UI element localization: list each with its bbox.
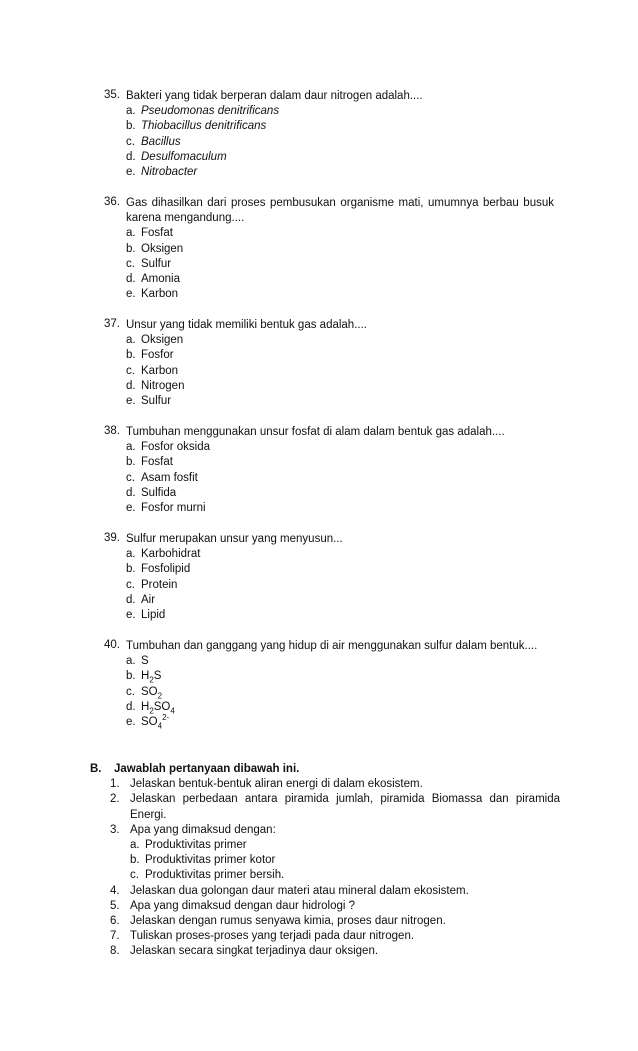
option-text: Protein: [141, 578, 178, 591]
question-number: 40.: [104, 639, 120, 651]
essay-question-5: 5. Apa yang dimaksud dengan daur hidrologi ?: [110, 899, 356, 912]
essay-question-6: 6. Jelaskan dengan rumus senyawa kimia, proses daur nitrogen.: [110, 914, 446, 927]
section-b: [90, 762, 560, 960]
option-c: c. Karbon: [126, 364, 179, 377]
question-text: Sulfur merupakan unsur yang menyusun...: [126, 533, 343, 545]
option-c: c. Asam fosfit: [126, 471, 198, 484]
option-text: Sulfur: [141, 394, 172, 407]
option-b: b. Fosfor: [126, 349, 174, 362]
option-list: [126, 333, 554, 409]
question-text: Bakteri yang tidak berperan dalam daur nitrogen adalah....: [126, 90, 423, 102]
option-text: Nitrogen: [141, 379, 185, 392]
question-39: [104, 532, 554, 623]
question-text: Tumbuhan menggunakan unsur fosfat di alam dalam bentuk gas adalah....: [126, 426, 505, 438]
option-d: d. Amonia: [126, 272, 180, 285]
option-b: b. Thiobacillus denitrificans: [126, 120, 267, 133]
option-text: S: [141, 655, 149, 668]
option-text: Fosfat: [141, 227, 173, 240]
essay-question-3-subitems: [130, 838, 560, 884]
option-b: b. Fosfolipid: [126, 563, 191, 576]
option-b: b. Fosfat: [126, 456, 173, 469]
question-40: [104, 639, 554, 730]
option-c: c. $SO_2$: [126, 685, 163, 700]
option-e: e. Nitrobacter: [126, 165, 198, 178]
question-number: 38.: [104, 425, 120, 437]
option-text: Fosfor murni: [141, 501, 206, 514]
option-a: a. Pseudomonas denitrificans: [126, 105, 280, 118]
subitem-c: c. Produktivitas primer bersih.: [130, 869, 285, 882]
subitem-a: a. Produktivitas primer: [130, 839, 247, 852]
option-text: Desulfomaculum: [141, 150, 227, 163]
option-d: d. Sulfida: [126, 486, 177, 499]
question-number: 35.: [104, 89, 120, 101]
option-text: $SO_2$: [141, 685, 163, 700]
option-c: c. Bacillus: [126, 135, 181, 148]
option-text: Nitrobacter: [141, 165, 198, 178]
option-a: a. S: [126, 655, 149, 668]
essay-question-7: 7. Tuliskan proses-proses yang terjadi pada daur nitrogen.: [110, 930, 415, 943]
essay-question-2: 2. Jelaskan perbedaan antara piramida jumlah, piramida Biomassa dan piramida Energi.: [110, 793, 560, 821]
option-d: d. Desulfomaculum: [126, 150, 227, 163]
option-list: [126, 547, 554, 623]
option-text: Lipid: [141, 608, 166, 621]
option-text: Karbon: [141, 288, 179, 301]
option-text: Pseudomonas denitrificans: [141, 105, 280, 118]
option-list: [126, 104, 554, 180]
option-text: $H_2S$: [141, 670, 162, 685]
option-text: Fosfat: [141, 456, 173, 469]
option-text: Karbon: [141, 364, 179, 377]
option-text: Fosfor oksida: [141, 441, 211, 454]
option-text: Sulfida: [141, 486, 177, 499]
essay-question-3: 3. Apa yang dimaksud dengan:: [110, 823, 276, 836]
essay-question-8: 8. Jelaskan secara singkat terjadinya daur oksigen.: [110, 945, 379, 958]
option-text: Karbohidrat: [141, 548, 201, 561]
option-text: Fosfolipid: [141, 563, 191, 576]
option-c: c. Protein: [126, 578, 178, 591]
option-d: d. Nitrogen: [126, 379, 185, 392]
option-list: [126, 654, 554, 730]
question-text: Unsur yang tidak memiliki bentuk gas adalah....: [126, 319, 367, 331]
question-number: 39.: [104, 532, 120, 544]
option-list: [126, 440, 554, 516]
option-a: a. Karbohidrat: [126, 548, 201, 561]
option-text: $SO_4^{2-}$: [141, 713, 170, 731]
option-text: Air: [141, 593, 156, 606]
option-text: Bacillus: [141, 135, 181, 148]
option-list: [126, 226, 554, 302]
subitem-b: b. Produktivitas primer kotor: [130, 854, 276, 867]
question-text: Gas dihasilkan dari proses pembusukan organisme mati, umumnya berbau busuk karena mengandung....: [126, 197, 554, 225]
essay-question-1: 1. Jelaskan bentuk-bentuk aliran energi di dalam ekosistem.: [110, 778, 423, 791]
question-text: Tumbuhan dan ganggang yang hidup di air menggunakan sulfur dalam bentuk....: [126, 640, 538, 652]
option-a: a. Fosfat: [126, 227, 173, 240]
option-e: e. Karbon: [126, 288, 179, 301]
option-a: a. Fosfor oksida: [126, 441, 211, 454]
question-number: 36.: [104, 196, 120, 208]
question-38: [104, 425, 554, 516]
section-title: B. Jawablah pertanyaan dibawah ini.: [90, 763, 300, 775]
option-e: e. Fosfor murni: [126, 501, 206, 514]
option-text: Sulfur: [141, 257, 172, 270]
option-d: d. Air: [126, 593, 156, 606]
question-36: [104, 196, 554, 302]
option-d: d. $H_2SO_4$: [126, 700, 175, 716]
essay-question-4: 4. Jelaskan dua golongan daur materi atau mineral dalam ekosistem.: [110, 884, 469, 897]
option-text: $H_2SO_4$: [141, 700, 175, 716]
option-e: e. $SO_4^{2-}$: [126, 713, 170, 731]
option-text: Oksigen: [141, 334, 184, 347]
question-37: [104, 318, 554, 409]
option-text: Amonia: [141, 272, 180, 285]
option-b: b. $H_2S$: [126, 670, 162, 685]
option-e: e. Lipid: [126, 608, 166, 621]
option-e: e. Sulfur: [126, 394, 172, 407]
option-text: Fosfor: [141, 349, 174, 362]
option-a: a. Oksigen: [126, 334, 184, 347]
question-number: 37.: [104, 318, 120, 330]
option-b: b. Oksigen: [126, 242, 184, 255]
option-text: Oksigen: [141, 242, 184, 255]
question-35: [104, 89, 554, 180]
option-c: c. Sulfur: [126, 257, 172, 270]
option-text: Thiobacillus denitrificans: [141, 120, 267, 133]
option-text: Asam fosfit: [141, 471, 198, 484]
